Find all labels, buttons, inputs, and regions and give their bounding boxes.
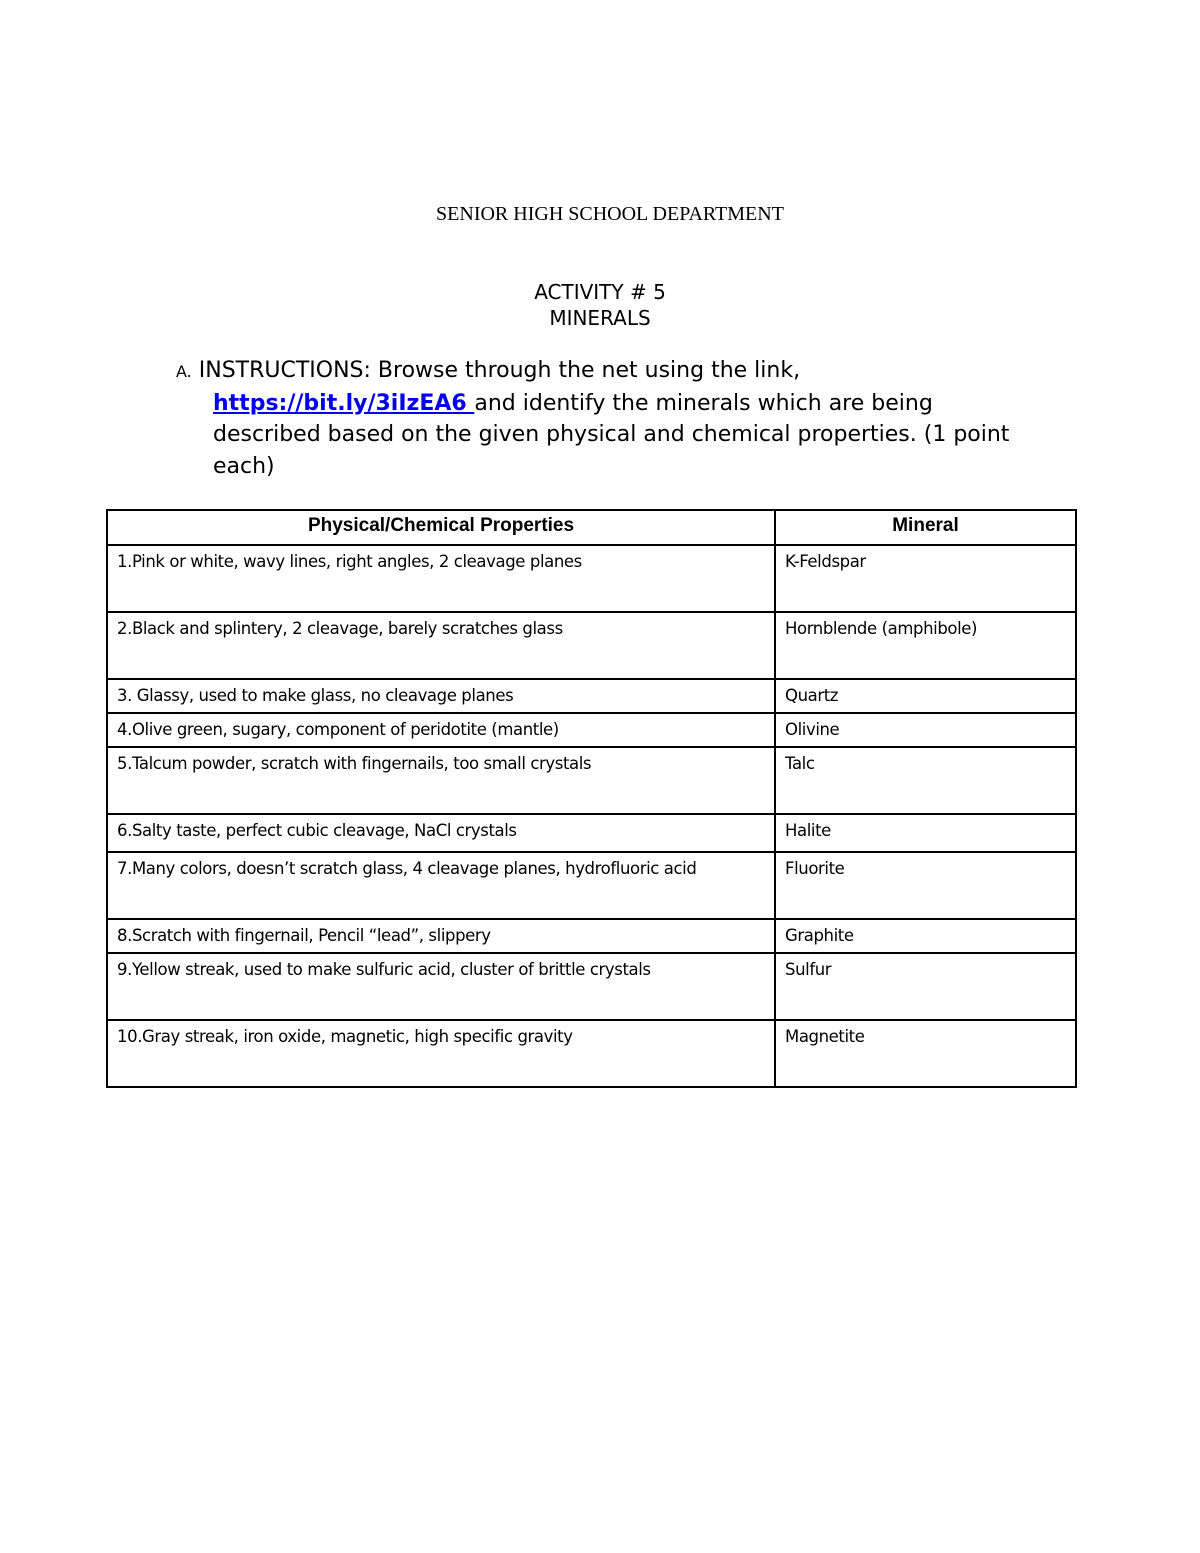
instructions-label: A. (176, 362, 192, 381)
activity-number: ACTIVITY # 5 (534, 280, 666, 304)
table-row (107, 1020, 1076, 1087)
department-title: SENIOR HIGH SCHOOL DEPARTMENT (436, 203, 784, 225)
table-row (107, 612, 1076, 679)
mineral-cell[interactable]: Quartz (775, 679, 1076, 713)
mineral-cell[interactable]: Halite (775, 814, 1076, 852)
property-cell: 2.Black and splintery, 2 cleavage, barely scratches glass (107, 612, 775, 679)
property-cell: 4.Olive green, sugary, component of peridotite (mantle) (107, 713, 775, 747)
property-cell: 3. Glassy, used to make glass, no cleavage planes (107, 679, 775, 713)
table-row (107, 545, 1076, 612)
table-row (107, 814, 1076, 852)
mineral-cell[interactable]: Hornblende (amphibole) (775, 612, 1076, 679)
property-cell: 1.Pink or white, wavy lines, right angles, 2 cleavage planes (107, 545, 775, 612)
resource-link[interactable]: https://bit.ly/3iIzEA6 (213, 390, 475, 416)
instructions-text-cont: and identify the minerals which are being described based on the given physical and chemical properties. (1 point each) (213, 390, 1010, 479)
mineral-cell[interactable]: Sulfur (775, 953, 1076, 1020)
mineral-cell[interactable]: Olivine (775, 713, 1076, 747)
property-cell: 6.Salty taste, perfect cubic cleavage, NaCl crystals (107, 814, 775, 852)
mineral-cell[interactable]: Magnetite (775, 1020, 1076, 1087)
activity-topic: MINERALS (549, 306, 651, 330)
mineral-cell[interactable]: Talc (775, 747, 1076, 814)
minerals-table (106, 509, 1077, 1088)
mineral-cell[interactable]: K-Feldspar (775, 545, 1076, 612)
table-row (107, 679, 1076, 713)
table-header-row (107, 510, 1076, 545)
header-mineral: Mineral (775, 510, 1076, 545)
header-properties: Physical/Chemical Properties (107, 510, 775, 545)
mineral-cell[interactable]: Fluorite (775, 852, 1076, 919)
table-row (107, 852, 1076, 919)
property-cell: 9.Yellow streak, used to make sulfuric acid, cluster of brittle crystals (107, 953, 775, 1020)
mineral-cell[interactable]: Graphite (775, 919, 1076, 953)
table-row (107, 953, 1076, 1020)
property-cell: 10.Gray streak, iron oxide, magnetic, high specific gravity (107, 1020, 775, 1087)
property-cell: 7.Many colors, doesn’t scratch glass, 4 cleavage planes, hydrofluoric acid (107, 852, 775, 919)
instructions (176, 355, 1026, 482)
instructions-text: INSTRUCTIONS: Browse through the net using the link, (198, 358, 801, 383)
property-cell: 5.Talcum powder, scratch with fingernails, too small crystals (107, 747, 775, 814)
table-row (107, 919, 1076, 953)
property-cell: 8.Scratch with fingernail, Pencil “lead”, slippery (107, 919, 775, 953)
table-row (107, 747, 1076, 814)
table-row (107, 713, 1076, 747)
